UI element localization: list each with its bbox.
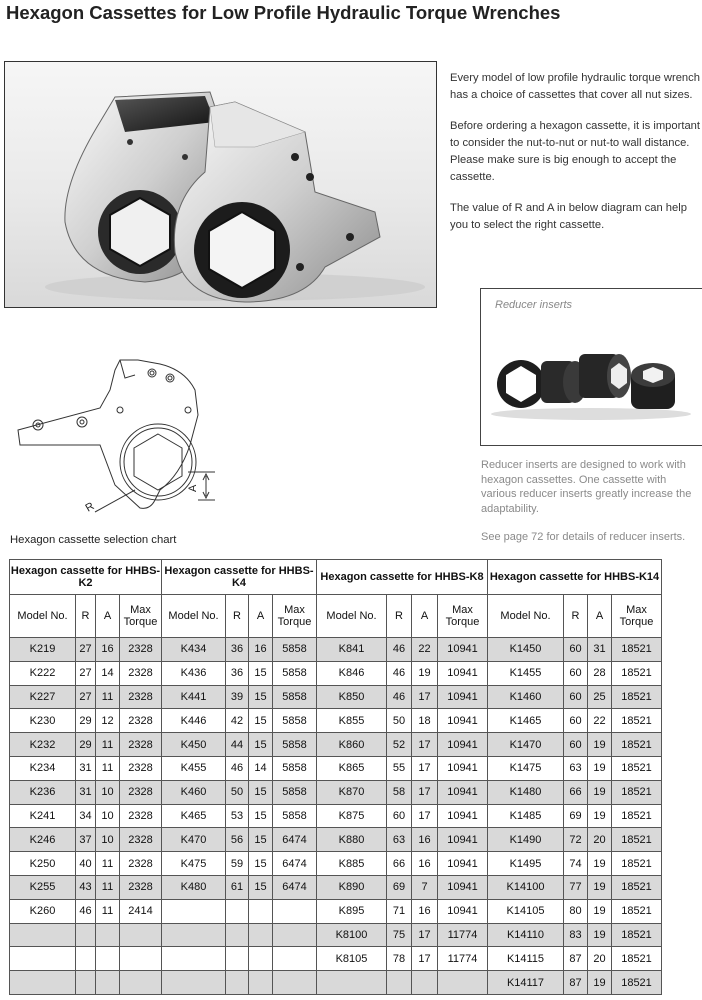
table-cell: K470: [162, 828, 226, 852]
table-cell: K1450: [488, 638, 564, 662]
table-cell: 5858: [273, 685, 317, 709]
table-cell: 5858: [273, 804, 317, 828]
table-row: [10, 971, 662, 995]
table-cell: 55: [387, 756, 412, 780]
table-cell: 17: [412, 780, 438, 804]
table-cell: 31: [76, 756, 96, 780]
table-cell: 10941: [438, 852, 488, 876]
table-cell: 15: [249, 780, 273, 804]
table-column-header: R: [564, 595, 588, 638]
table-cell: 63: [387, 828, 412, 852]
table-cell: 78: [387, 947, 412, 971]
table-cell: [226, 899, 249, 923]
table-cell: K1495: [488, 852, 564, 876]
table-cell: 2328: [120, 709, 162, 733]
table-column-header: Model No.: [162, 595, 226, 638]
table-cell: 2328: [120, 661, 162, 685]
table-cell: 10941: [438, 780, 488, 804]
table-cell: 69: [387, 875, 412, 899]
table-cell: K890: [317, 875, 387, 899]
table-cell: 5858: [273, 638, 317, 662]
table-cell: K14105: [488, 899, 564, 923]
table-cell: 18521: [612, 899, 662, 923]
table-cell: 34: [76, 804, 96, 828]
table-cell: 15: [249, 804, 273, 828]
table-row: [10, 756, 662, 780]
table-cell: 42: [226, 709, 249, 733]
table-column-header: Max Torque: [438, 595, 488, 638]
table-cell: 18521: [612, 756, 662, 780]
table-cell: 10: [96, 828, 120, 852]
table-cell: 31: [76, 780, 96, 804]
table-cell: K250: [10, 852, 76, 876]
reducer-inserts-box: [480, 288, 702, 446]
table-cell: 15: [249, 661, 273, 685]
table-cell: 63: [564, 756, 588, 780]
table-cell: 2328: [120, 780, 162, 804]
table-cell: 16: [412, 828, 438, 852]
table-cell: 50: [387, 709, 412, 733]
table-cell: 66: [564, 780, 588, 804]
table-cell: K14100: [488, 875, 564, 899]
table-cell: 6474: [273, 875, 317, 899]
table-cell: 77: [564, 875, 588, 899]
table-cell: 60: [564, 661, 588, 685]
table-cell: 2328: [120, 638, 162, 662]
table-cell: 16: [249, 638, 273, 662]
table-cell: 2328: [120, 685, 162, 709]
table-cell: 19: [588, 852, 612, 876]
reducer-text: [481, 458, 701, 559]
table-cell: 18521: [612, 780, 662, 804]
table-cell: 18521: [612, 828, 662, 852]
table-cell: 28: [588, 661, 612, 685]
table-cell: 56: [226, 828, 249, 852]
table-cell: [317, 971, 387, 995]
table-cell: 74: [564, 852, 588, 876]
table-cell: [226, 947, 249, 971]
table-cell: K895: [317, 899, 387, 923]
table-cell: 11: [96, 875, 120, 899]
table-cell: [249, 971, 273, 995]
table-cell: 5858: [273, 756, 317, 780]
reducer-paragraph: See page 72 for details of reducer inserts.: [481, 531, 686, 543]
table-cell: K875: [317, 804, 387, 828]
intro-paragraph: The value of R and A in below diagram can help you to select the right cassette.: [450, 202, 687, 231]
table-cell: 60: [564, 709, 588, 733]
table-cell: 46: [387, 661, 412, 685]
cassette-photo: [4, 61, 437, 308]
table-cell: 2328: [120, 875, 162, 899]
table-cell: [120, 923, 162, 947]
table-cell: K1460: [488, 685, 564, 709]
table-cell: 27: [76, 685, 96, 709]
table-cell: 2328: [120, 828, 162, 852]
table-cell: 29: [76, 709, 96, 733]
table-cell: 5858: [273, 780, 317, 804]
table-cell: 27: [76, 661, 96, 685]
table-cell: K860: [317, 733, 387, 757]
table-row: [10, 947, 662, 971]
table-cell: 16: [96, 638, 120, 662]
table-cell: [96, 947, 120, 971]
table-cell: 11774: [438, 947, 488, 971]
table-cell: 25: [588, 685, 612, 709]
table-cell: 60: [564, 685, 588, 709]
table-cell: [162, 899, 226, 923]
table-cell: 18521: [612, 638, 662, 662]
table-cell: [226, 923, 249, 947]
table-cell: K434: [162, 638, 226, 662]
table-cell: 83: [564, 923, 588, 947]
table-cell: 18521: [612, 733, 662, 757]
table-cell: 18521: [612, 804, 662, 828]
table-cell: 6474: [273, 828, 317, 852]
table-cell: K465: [162, 804, 226, 828]
table-cell: 10941: [438, 756, 488, 780]
table-cell: K846: [317, 661, 387, 685]
table-cell: 46: [387, 685, 412, 709]
table-cell: 10941: [438, 899, 488, 923]
table-cell: K14110: [488, 923, 564, 947]
table-cell: 15: [249, 828, 273, 852]
table-cell: 50: [226, 780, 249, 804]
table-column-header: Max Torque: [273, 595, 317, 638]
table-cell: K885: [317, 852, 387, 876]
table-cell: 10941: [438, 828, 488, 852]
table-cell: 71: [387, 899, 412, 923]
cassette-selection-table: [9, 559, 662, 995]
table-row: [10, 780, 662, 804]
table-cell: K1455: [488, 661, 564, 685]
table-cell: 20: [588, 828, 612, 852]
table-column-header: A: [588, 595, 612, 638]
table-cell: 2414: [120, 899, 162, 923]
table-column-header: R: [387, 595, 412, 638]
table-cell: K241: [10, 804, 76, 828]
table-cell: 29: [76, 733, 96, 757]
table-row: [10, 804, 662, 828]
table-cell: [10, 971, 76, 995]
table-cell: [10, 947, 76, 971]
table-cell: [249, 947, 273, 971]
table-cell: 39: [226, 685, 249, 709]
table-cell: 20: [588, 947, 612, 971]
table-cell: 10: [96, 804, 120, 828]
table-cell: K1475: [488, 756, 564, 780]
table-row: [10, 875, 662, 899]
table-cell: 5858: [273, 661, 317, 685]
table-cell: 44: [226, 733, 249, 757]
diagram-label-a: A: [187, 484, 199, 492]
table-cell: 66: [387, 852, 412, 876]
table-cell: 40: [76, 852, 96, 876]
table-cell: K480: [162, 875, 226, 899]
table-column-header: Model No.: [10, 595, 76, 638]
table-cell: 14: [96, 661, 120, 685]
intro-paragraph: Before ordering a hexagon cassette, it is important to consider the nut-to-nut or nut-to wall distance. Please make sure is big enough to accept the cassette.: [450, 120, 700, 183]
table-cell: 16: [412, 899, 438, 923]
table-cell: 17: [412, 733, 438, 757]
table-cell: 31: [588, 638, 612, 662]
table-cell: 19: [588, 804, 612, 828]
table-cell: [226, 971, 249, 995]
table-cell: 18521: [612, 661, 662, 685]
table-cell: 15: [249, 875, 273, 899]
table-column-header: A: [249, 595, 273, 638]
reducer-inserts-image: [481, 289, 702, 445]
table-row: [10, 852, 662, 876]
table-group-header: Hexagon cassette for HHBS-K8: [317, 560, 488, 595]
table-cell: 19: [588, 733, 612, 757]
table-cell: 27: [76, 638, 96, 662]
table-cell: 69: [564, 804, 588, 828]
table-cell: 11: [96, 756, 120, 780]
table-cell: 36: [226, 661, 249, 685]
table-cell: 17: [412, 923, 438, 947]
table-cell: K255: [10, 875, 76, 899]
table-row: [10, 733, 662, 757]
table-cell: [120, 947, 162, 971]
table-cell: K260: [10, 899, 76, 923]
table-cell: K870: [317, 780, 387, 804]
table-cell: [76, 947, 96, 971]
reducer-title: Reducer inserts: [495, 299, 573, 311]
table-cell: 17: [412, 947, 438, 971]
table-cell: 10941: [438, 638, 488, 662]
table-cell: 36: [226, 638, 249, 662]
table-row: [10, 661, 662, 685]
table-cell: [387, 971, 412, 995]
table-cell: K865: [317, 756, 387, 780]
table-cell: 18521: [612, 852, 662, 876]
table-cell: [120, 971, 162, 995]
table-cell: K246: [10, 828, 76, 852]
table-cell: 43: [76, 875, 96, 899]
table-cell: 19: [588, 923, 612, 947]
intro-text: [450, 70, 700, 248]
table-cell: 61: [226, 875, 249, 899]
table-cell: 46: [387, 638, 412, 662]
table-cell: 10941: [438, 661, 488, 685]
table-cell: 60: [387, 804, 412, 828]
table-cell: K475: [162, 852, 226, 876]
table-cell: 10941: [438, 709, 488, 733]
table-cell: 18521: [612, 947, 662, 971]
table-column-header: R: [226, 595, 249, 638]
table-cell: K855: [317, 709, 387, 733]
table-cell: 15: [249, 733, 273, 757]
table-cell: K234: [10, 756, 76, 780]
table-cell: 18521: [612, 971, 662, 995]
table-cell: 10941: [438, 875, 488, 899]
table-cell: 15: [249, 852, 273, 876]
table-cell: 19: [588, 780, 612, 804]
table-cell: 2328: [120, 804, 162, 828]
table-cell: 19: [588, 756, 612, 780]
table-column-header: Model No.: [317, 595, 387, 638]
table-cell: K1490: [488, 828, 564, 852]
table-cell: K436: [162, 661, 226, 685]
table-cell: 17: [412, 756, 438, 780]
table-cell: K1470: [488, 733, 564, 757]
table-cell: K236: [10, 780, 76, 804]
table-cell: [273, 923, 317, 947]
table-column-header: A: [412, 595, 438, 638]
table-row: [10, 828, 662, 852]
table-cell: [273, 899, 317, 923]
table-cell: 53: [226, 804, 249, 828]
table-cell: 15: [249, 685, 273, 709]
table-cell: 80: [564, 899, 588, 923]
table-column-header: Max Torque: [120, 595, 162, 638]
table-cell: 52: [387, 733, 412, 757]
intro-paragraph: Every model of low profile hydraulic torque wrench has a choice of cassettes that cover all nut sizes.: [450, 72, 700, 101]
table-cell: 5858: [273, 709, 317, 733]
table-cell: [76, 923, 96, 947]
table-cell: K1480: [488, 780, 564, 804]
table-cell: [10, 923, 76, 947]
table-column-header: Model No.: [488, 595, 564, 638]
table-cell: K880: [317, 828, 387, 852]
table-cell: K227: [10, 685, 76, 709]
table-row: [10, 685, 662, 709]
table-cell: [162, 923, 226, 947]
table-cell: 18: [412, 709, 438, 733]
table-cell: K460: [162, 780, 226, 804]
table-cell: 37: [76, 828, 96, 852]
table-cell: [162, 947, 226, 971]
table-cell: K8105: [317, 947, 387, 971]
table-cell: 11: [96, 685, 120, 709]
table-group-header: Hexagon cassette for HHBS-K14: [488, 560, 662, 595]
table-cell: 87: [564, 971, 588, 995]
reducer-paragraph: Reducer inserts are designed to work with hexagon cassettes. One cassette with various reducer inserts greatly increase the adaptability.: [481, 459, 692, 515]
table-cell: 87: [564, 947, 588, 971]
table-cell: [249, 899, 273, 923]
table-cell: 14: [249, 756, 273, 780]
table-cell: K8100: [317, 923, 387, 947]
table-cell: [96, 971, 120, 995]
table-cell: [76, 971, 96, 995]
table-cell: 46: [76, 899, 96, 923]
table-cell: K219: [10, 638, 76, 662]
table-cell: 2328: [120, 733, 162, 757]
table-cell: 11: [96, 733, 120, 757]
table-cell: [162, 971, 226, 995]
table-cell: 46: [226, 756, 249, 780]
cassette-dimension-diagram: [10, 350, 240, 528]
table-cell: 18521: [612, 685, 662, 709]
table-cell: 10: [96, 780, 120, 804]
table-cell: 22: [588, 709, 612, 733]
table-cell: 72: [564, 828, 588, 852]
table-cell: [273, 947, 317, 971]
table-cell: [273, 971, 317, 995]
table-cell: K450: [162, 733, 226, 757]
table-cell: 2328: [120, 852, 162, 876]
table-cell: K446: [162, 709, 226, 733]
table-group-header: Hexagon cassette for HHBS-K2: [10, 560, 162, 595]
selection-chart-label: Hexagon cassette selection chart: [10, 534, 177, 546]
table-group-header: Hexagon cassette for HHBS-K4: [162, 560, 317, 595]
table-cell: 19: [588, 899, 612, 923]
table-cell: 11774: [438, 923, 488, 947]
table-cell: 11: [96, 899, 120, 923]
table-row: [10, 899, 662, 923]
table-cell: 5858: [273, 733, 317, 757]
table-cell: 10941: [438, 685, 488, 709]
table-cell: K1465: [488, 709, 564, 733]
table-cell: 59: [226, 852, 249, 876]
table-column-header: A: [96, 595, 120, 638]
table-cell: 15: [249, 709, 273, 733]
table-cell: K850: [317, 685, 387, 709]
table-cell: 7: [412, 875, 438, 899]
table-cell: 12: [96, 709, 120, 733]
table-cell: [249, 923, 273, 947]
table-cell: K222: [10, 661, 76, 685]
table-cell: K841: [317, 638, 387, 662]
table-cell: 10941: [438, 733, 488, 757]
table-cell: K232: [10, 733, 76, 757]
table-row: [10, 638, 662, 662]
table-cell: K441: [162, 685, 226, 709]
table-column-header: Max Torque: [612, 595, 662, 638]
table-cell: K1485: [488, 804, 564, 828]
table-cell: 75: [387, 923, 412, 947]
table-cell: 18521: [612, 709, 662, 733]
table-cell: 18521: [612, 923, 662, 947]
table-cell: 16: [412, 852, 438, 876]
table-cell: 22: [412, 638, 438, 662]
diagram-label-r: R: [83, 500, 97, 515]
table-cell: 10941: [438, 804, 488, 828]
table-cell: 60: [564, 638, 588, 662]
table-cell: [96, 923, 120, 947]
table-row: [10, 709, 662, 733]
table-cell: 6474: [273, 852, 317, 876]
table-cell: 18521: [612, 875, 662, 899]
table-cell: K14117: [488, 971, 564, 995]
table-cell: K455: [162, 756, 226, 780]
table-column-header: R: [76, 595, 96, 638]
table-cell: [412, 971, 438, 995]
table-cell: 19: [412, 661, 438, 685]
table-row: [10, 923, 662, 947]
page-title: Hexagon Cassettes for Low Profile Hydraulic Torque Wrenches: [6, 2, 561, 23]
table-cell: 11: [96, 852, 120, 876]
table-cell: K14115: [488, 947, 564, 971]
table-cell: 17: [412, 804, 438, 828]
table-cell: 60: [564, 733, 588, 757]
table-cell: 2328: [120, 756, 162, 780]
table-cell: 19: [588, 971, 612, 995]
table-cell: 58: [387, 780, 412, 804]
table-cell: [438, 971, 488, 995]
table-cell: K230: [10, 709, 76, 733]
table-cell: 19: [588, 875, 612, 899]
table-cell: 17: [412, 685, 438, 709]
